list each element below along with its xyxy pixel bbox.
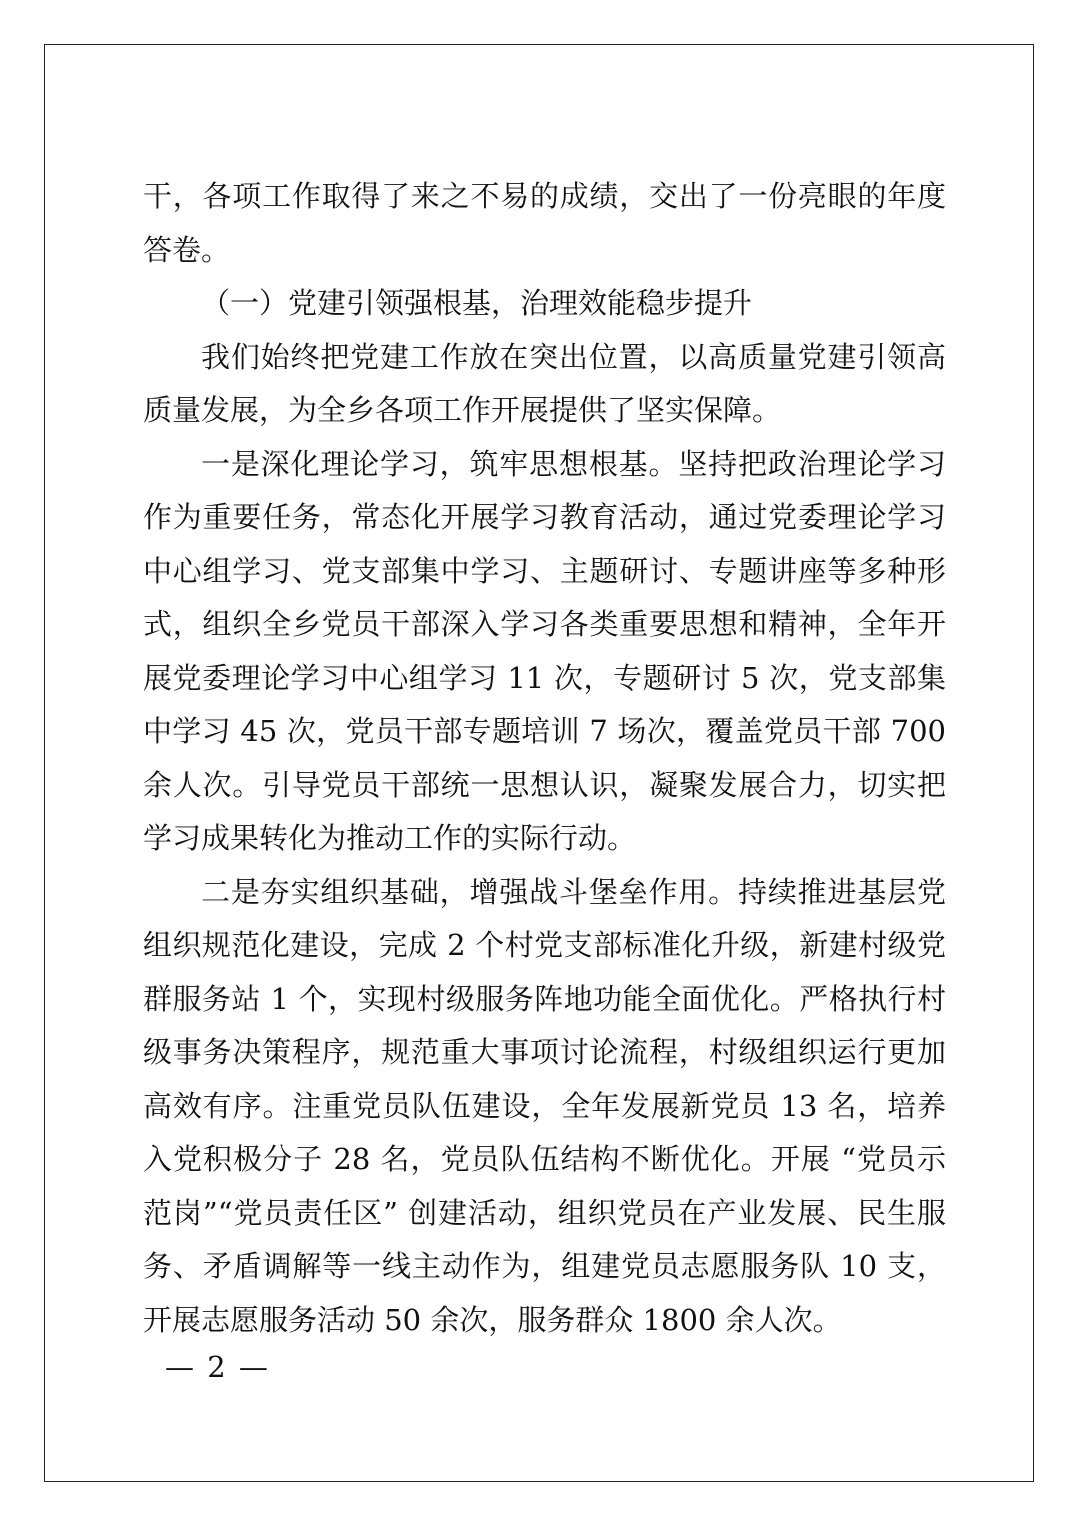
section-heading: （一）党建引领强根基，治理效能稳步提升 xyxy=(201,286,753,320)
paragraph-intro: 我们始终把党建工作放在突出位置，以高质量党建引领高质量发展，为全乡各项工作开展提供了坚实保障。 xyxy=(143,339,946,427)
paragraph-continuation: 干，各项工作取得了来之不易的成绩，交出了一份亮眼的年度答卷。 xyxy=(143,179,946,267)
paragraph-organization: 二是夯实组织基础，增强战斗堡垒作用。持续推进基层党组织规范化建设，完成 2 个村党支部标准化升级，新建村级党群服务站 1 个，实现村级服务阵地功能全面优化。严格执行村级事务决策程序，规范重大事项讨论流程，村级组织运行更加高效有序。注重党员队伍建设，全年发展新党员 13 名，培养入党积极分子 28 名，党员队伍结构不断优化。开展 “党员示范岗”“党员责任区” 创建活动，组织党员在产业发展、民生服务、矛盾调解等一线主动作为，组建党员志愿服务队 10 支，开展志愿服务活动 50 余次，服务群众 1800 余人次。 xyxy=(143,874,946,1337)
page-number: — 2 — xyxy=(165,1350,270,1384)
document-body xyxy=(143,170,946,1347)
paragraph-theory-study: 一是深化理论学习，筑牢思想根基。坚持把政治理论学习作为重要任务，常态化开展学习教育活动，通过党委理论学习中心组学习、党支部集中学习、主题研讨、专题讲座等多种形式，组织全乡党员干部深入学习各类重要思想和精神，全年开展党委理论学习中心组学习 11 次，专题研讨 5 次，党支部集中学习 45 次，党员干部专题培训 7 场次，覆盖党员干部 700 余人次。引导党员干部统一思想认识，凝聚发展合力，切实把学习成果转化为推动工作的实际行动。 xyxy=(143,446,946,855)
